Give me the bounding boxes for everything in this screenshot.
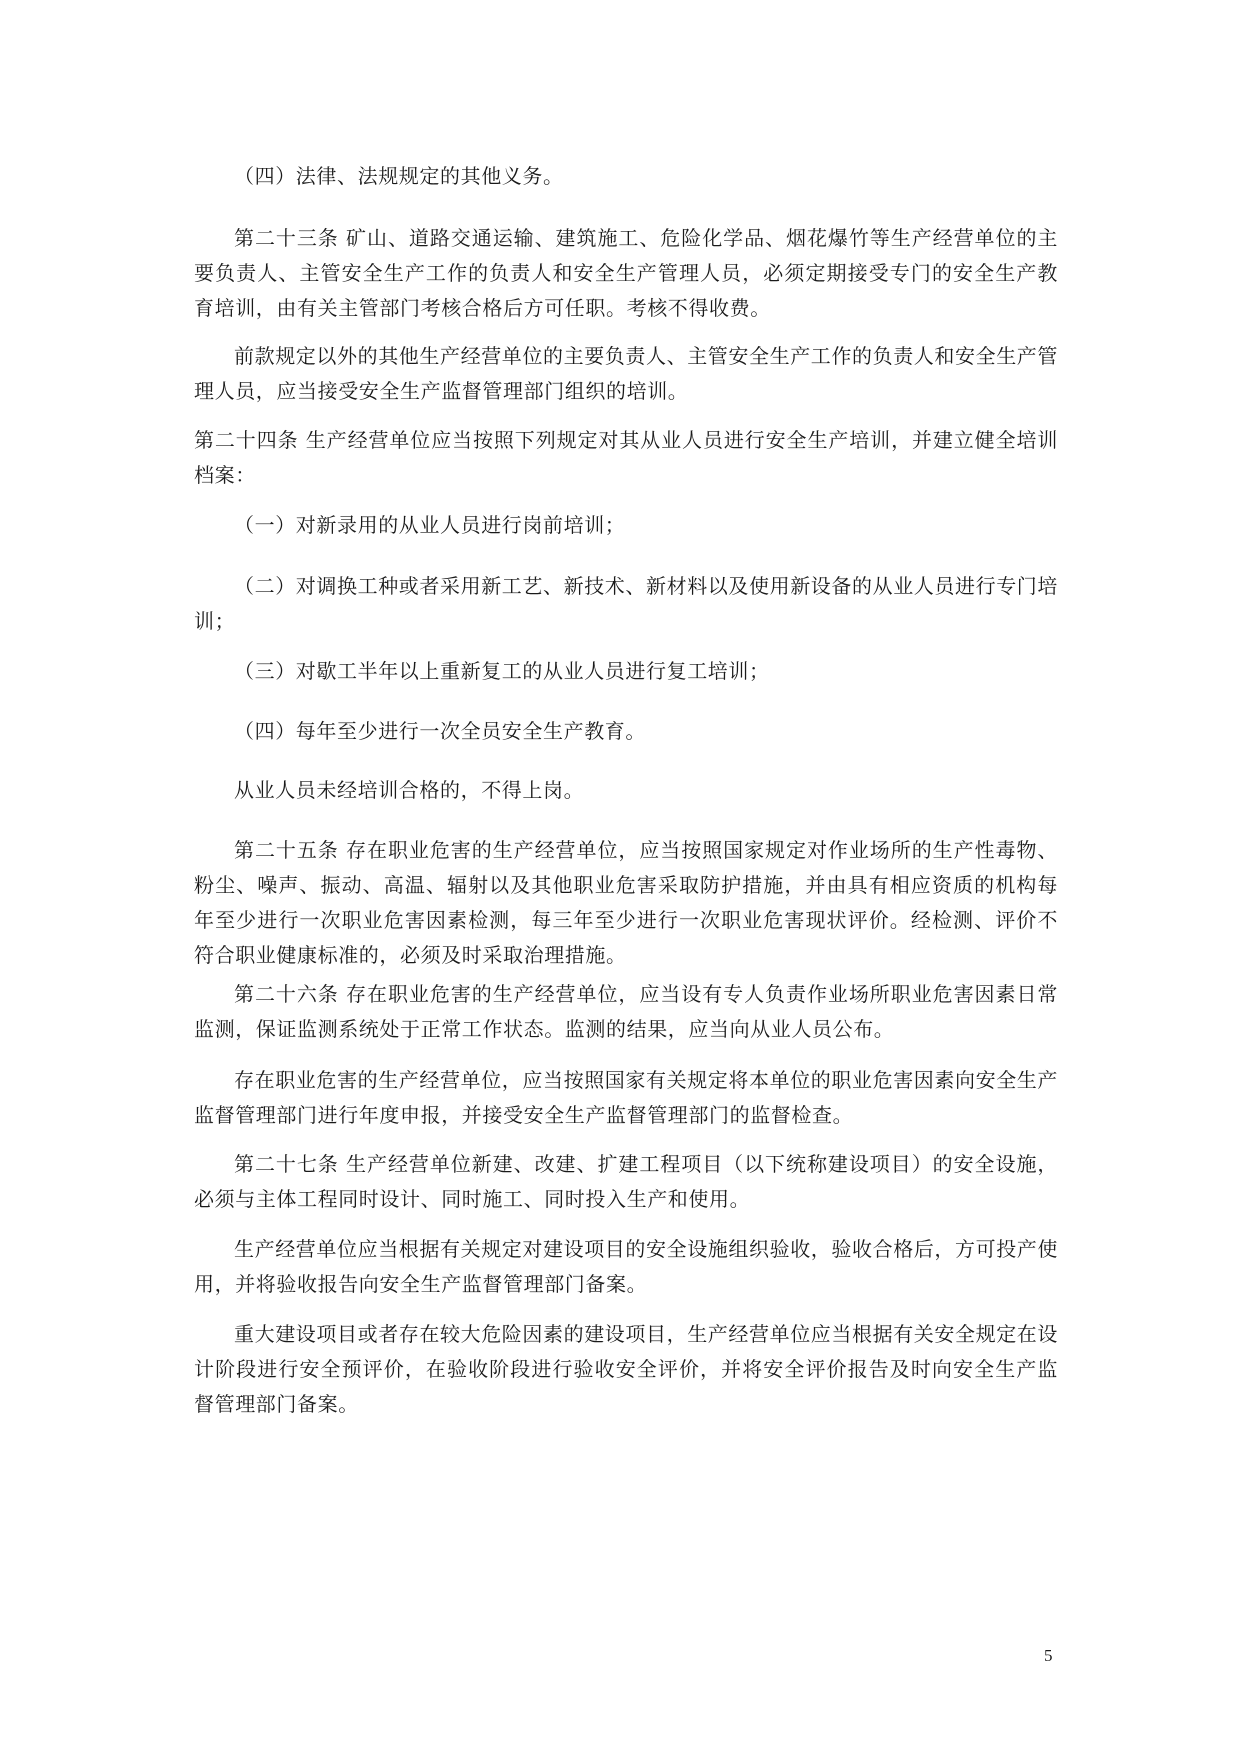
paragraph-article-24-item-4: （四）每年至少进行一次全员安全生产教育。 [234, 719, 646, 743]
document-page [194, 0, 1058, 1754]
paragraph-article-24-item-1: （一）对新录用的从业人员进行岗前培训； [234, 513, 626, 537]
paragraph-article-24: 第二十四条 生产经营单位应当按照下列规定对其从业人员进行安全生产培训，并建立健全培训档案： [194, 428, 1058, 487]
page-number: 5 [1044, 1646, 1053, 1665]
paragraph-article-23-supplement: 前款规定以外的其他生产经营单位的主要负责人、主管安全生产工作的负责人和安全生产管理人员，应当接受安全生产监督管理部门组织的培训。 [194, 344, 1058, 403]
paragraph-article-24-item-2: （二）对调换工种或者采用新工艺、新技术、新材料以及使用新设备的从业人员进行专门培训； [194, 574, 1058, 633]
paragraph-article-25: 第二十五条 存在职业危害的生产经营单位，应当按照国家规定对作业场所的生产性毒物、粉尘、噪声、振动、高温、辐射以及其他职业危害采取防护措施，并由具有相应资质的机构每年至少进行一次职业危害因素检测，每三年至少进行一次职业危害现状评价。经检测、评价不符合职业健康标准的，必须及时采取治理措施。 [194, 838, 1058, 967]
paragraph-article-24-closing: 从业人员未经培训合格的，不得上岗。 [234, 778, 585, 802]
paragraph-article-26: 第二十六条 存在职业危害的生产经营单位，应当设有专人负责作业场所职业危害因素日常监测，保证监测系统处于正常工作状态。监测的结果，应当向从业人员公布。 [194, 982, 1058, 1041]
paragraph-obligation-four: （四）法律、法规规定的其他义务。 [234, 164, 564, 188]
paragraph-article-24-item-3: （三）对歇工半年以上重新复工的从业人员进行复工培训； [234, 659, 770, 683]
paragraph-article-23: 第二十三条 矿山、道路交通运输、建筑施工、危险化学品、烟花爆竹等生产经营单位的主要负责人、主管安全生产工作的负责人和安全生产管理人员，必须定期接受专门的安全生产教育培训，由有关主管部门考核合格后方可任职。考核不得收费。 [194, 226, 1058, 320]
paragraph-article-27: 第二十七条 生产经营单位新建、改建、扩建工程项目（以下统称建设项目）的安全设施，必须与主体工程同时设计、同时施工、同时投入生产和使用。 [194, 1152, 1058, 1211]
paragraph-article-26-supplement: 存在职业危害的生产经营单位，应当按照国家有关规定将本单位的职业危害因素向安全生产监督管理部门进行年度申报，并接受安全生产监督管理部门的监督检查。 [194, 1068, 1058, 1127]
paragraph-article-27-evaluation: 重大建设项目或者存在较大危险因素的建设项目，生产经营单位应当根据有关安全规定在设计阶段进行安全预评价，在验收阶段进行验收安全评价，并将安全评价报告及时向安全生产监督管理部门备案。 [194, 1322, 1058, 1416]
paragraph-article-27-acceptance: 生产经营单位应当根据有关规定对建设项目的安全设施组织验收，验收合格后，方可投产使用，并将验收报告向安全生产监督管理部门备案。 [194, 1237, 1058, 1296]
